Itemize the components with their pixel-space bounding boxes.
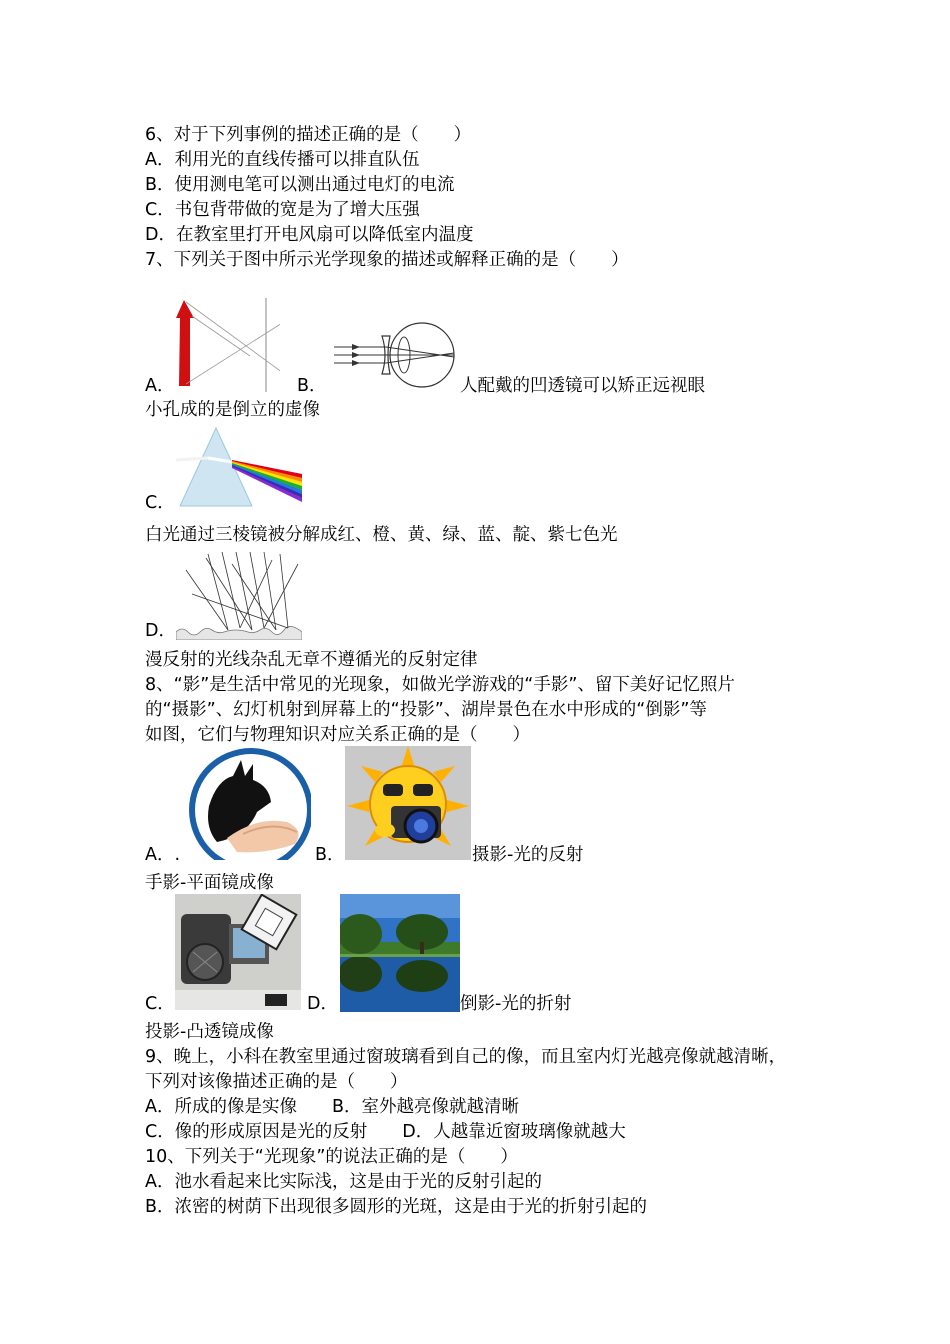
q9-options-cd: C．像的形成原因是光的反射 D．人越靠近窗玻璃像就越大 — [145, 1122, 626, 1142]
q8-b-label: B． — [315, 845, 345, 865]
lake-reflection-photo — [340, 894, 460, 1012]
q10-stem: 10、下列关于“光现象”的说法正确的是（ ） — [145, 1147, 518, 1167]
q8-a-label: A．. — [145, 845, 181, 865]
sun-camera-cartoon — [345, 746, 471, 860]
diffuse-reflection-figure — [176, 550, 302, 640]
q8-stem-line2: 的“摄影”、幻灯机射到屏幕上的“投影”、湖岸景色在水中形成的“倒影”等 — [145, 700, 707, 720]
q8-d-text: 倒影-光的折射 — [460, 994, 572, 1014]
q6-option-c: C．书包背带做的宽是为了增大压强 — [145, 200, 420, 220]
q6-stem: 6、对于下列事例的描述正确的是（ ） — [145, 125, 472, 145]
q7-c-text: 白光通过三棱镜被分解成红、橙、黄、绿、蓝、靛、紫七色光 — [145, 525, 618, 545]
q10-option-b: B．浓密的树荫下出现很多圆形的光斑，这是由于光的折射引起的 — [145, 1197, 648, 1217]
q9-options-ab: A．所成的像是实像 B．室外越亮像就越清晰 — [145, 1097, 519, 1117]
q7-b-label: B． — [297, 376, 327, 396]
q7-d-label: D． — [145, 621, 176, 641]
q8-c-label: C． — [145, 994, 175, 1014]
q8-stem-line1: 8、“影”是生活中常见的光现象，如做光学游戏的“手影”、留下美好记忆照片 — [145, 675, 735, 695]
q6-option-b: B．使用测电笔可以测出通过电灯的电流 — [145, 175, 455, 195]
q7-c-label: C． — [145, 493, 175, 513]
q8-d-label: D． — [307, 994, 338, 1014]
prism-dispersion-figure — [176, 424, 302, 510]
q9-stem-line1: 9、晚上，小科在教室里通过窗玻璃看到自己的像，而且室内灯光越亮像就越清晰， — [145, 1047, 787, 1067]
q6-option-a: A．利用光的直线传播可以排直队伍 — [145, 150, 420, 170]
q7-b-text: 人配戴的凹透镜可以矫正远视眼 — [460, 376, 705, 396]
q7-d-text: 漫反射的光线杂乱无章不遵循光的反射定律 — [145, 650, 478, 670]
pinhole-camera-figure — [170, 298, 280, 392]
q8-b-text: 摄影-光的反射 — [472, 845, 584, 865]
eye-lens-figure — [330, 316, 460, 394]
q7-a-text: 小孔成的是倒立的虚像 — [145, 400, 320, 420]
hand-shadow-photo — [187, 746, 311, 860]
q9-stem-line2: 下列对该像描述正确的是（ ） — [145, 1072, 408, 1092]
q8-c-text: 投影-凸透镜成像 — [145, 1022, 274, 1042]
q7-a-label: A． — [145, 376, 175, 396]
q8-stem-line3: 如图，它们与物理知识对应关系正确的是（ ） — [145, 725, 530, 745]
q6-option-d: D．在教室里打开电风扇可以降低室内温度 — [145, 225, 474, 245]
q8-a-text: 手影-平面镜成像 — [145, 873, 274, 893]
q7-stem: 7、下列关于图中所示光学现象的描述或解释正确的是（ ） — [145, 250, 629, 270]
slide-projector-photo — [175, 894, 301, 1010]
q10-option-a: A．池水看起来比实际浅，这是由于光的反射引起的 — [145, 1172, 542, 1192]
